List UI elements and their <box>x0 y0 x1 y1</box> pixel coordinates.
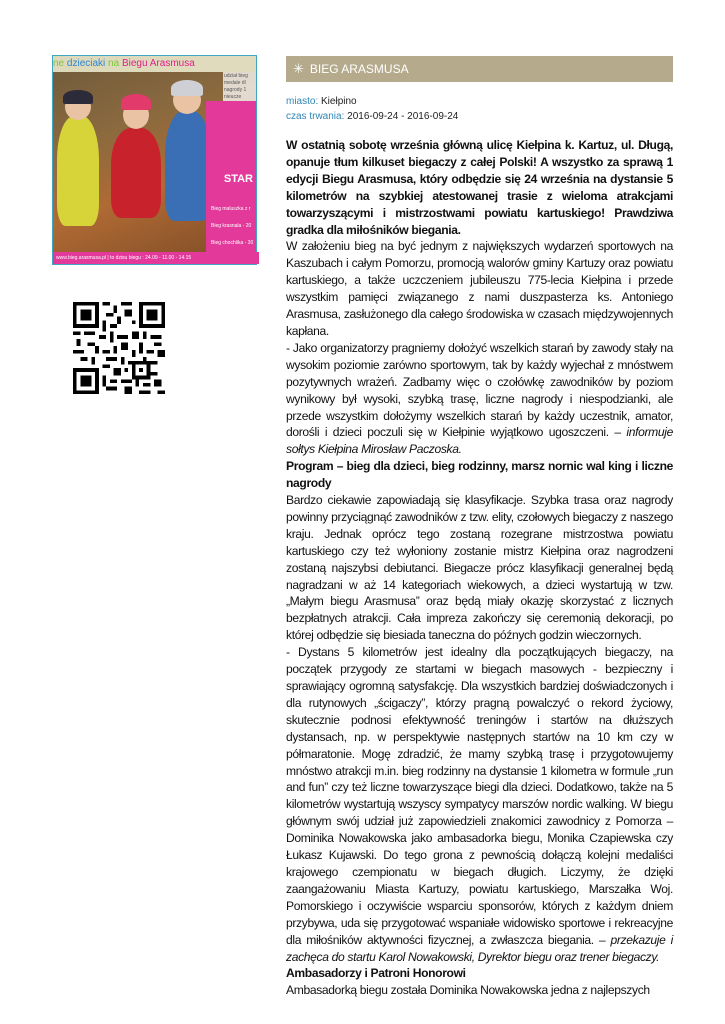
banner-word: na <box>108 58 120 69</box>
article-paragraph <box>286 644 673 965</box>
quote-separator: – <box>593 932 611 947</box>
photo-banner <box>53 56 256 72</box>
paragraph-text: - Jako organizatorzy pragniemy dołożyć wszelkich starań by zawody stały na wysokim poziomie zarówno sportowym, tak by każdy wyjechał z mnóstwem pozytywnych wrażeń. Zadbamy więc o czołówkę zawodników by poziom wynikowy był wysoki, szybką trasę, liczne nagrody i niespodzianki, ale przede wszystkim dołożymy wszelkich starań by każdy uczestnik, amator, dorośli i dzieci poczuli się w Kiełpinie wyjątkowo ugoszczeni. <box>286 340 673 440</box>
article-paragraph: W założeniu bieg na być jednym z największych wydarzeń sportowych na Kaszubach i całym Pomorzu, promocją walorów gminy Kartuzy oraz powiatu kartuskiego, a także uczczeniem jubileuszu 775-lecia Kiełpina i przede wszystkim pamięci związanego z nami duszpasterza ks. Antoniego Arasmusa, zasłużonego dla całego środowiska w czasach międzywojennych kapłana. <box>286 239 673 338</box>
article-paragraph: Bardzo ciekawie zapowiadają się klasyfikacje. Szybka trasa oraz nagrody powinny przyciągnąć zawodników z tzw. elity, czołowych biegaczy z naszego kraju. Jednak oprócz tego zostaną rozegrane mistrzostwa powiatu kartuskiego czy też wyłoniony zostanie mistrz Kiełpina oraz nagrodzeni zostaną najszybsi debiutanci. Biegacze prócz klasyfikacji generalnej będą nagradzani w aż 14 kategoriach wiekowych, a dzieci wystartują w tzw. „Małym biegu Arasmusa” oraz będą miały okazję skorzystać z licznych bezpłatnych atrakcji. Cała impreza zakończy się ceremonią dekoracji, po której odbędzie się biesiada taneczna do późnych godzin wieczornych. <box>286 493 673 643</box>
meta-city-label: miasto: <box>286 96 319 107</box>
child-hat <box>121 94 151 110</box>
info-line: nieucze <box>224 94 242 100</box>
run-item: Bieg juniora - 1 <box>211 291 245 297</box>
photo-footer: www.bieg.arasmusa.pl | to dzisu biegu : 24.09 - 11.00 - 14.15 <box>53 252 259 264</box>
run-item: Bieg orwisa - 900 <box>211 274 250 280</box>
meta-duration-value: 2016-09-24 - 2016-09-24 <box>347 111 459 122</box>
star-icon: ✳ <box>293 61 304 76</box>
quote-separator: – <box>608 425 627 440</box>
child-figure <box>57 116 99 226</box>
child-hat <box>171 80 203 96</box>
quote-attribution: przekazuje i zachęca do startu Karol Nowakowski, Dyrektor biegu oraz trener biegaczy. <box>286 932 673 964</box>
article-subheading: Program – bieg dla dzieci, bieg rodzinny, marsz nornic wal king i liczne nagrody <box>286 459 673 491</box>
child-figure <box>111 128 161 218</box>
meta-city <box>286 95 357 108</box>
child-figure <box>165 111 211 221</box>
info-line: medale dl <box>224 80 246 86</box>
qr-code-icon <box>73 302 165 394</box>
article-lead: W ostatnią sobotę września główną ulicę Kiełpina k. Kartuz, ul. Długą, opanuje tłum kilkuset biegaczy z całej Polski! A wszystko za sprawą 1 edycji Biegu Arasmusa, który odbędzie się 24 września na dystansie 5 kilometrów na szybkiej atestowanej trasie z wieloma atrakcjami towarzyszącymi i mistrzostwami powiatu kartuskiego! Prawdziwa gradka dla miłośników biegania. <box>286 138 673 237</box>
article-subheading: Ambasadorzy i Patroni Honorowi <box>286 966 466 981</box>
banner-word: dzieciaki <box>66 58 106 69</box>
child-hat <box>63 90 93 104</box>
event-title: BIEG ARASMUSA <box>309 62 409 76</box>
event-title-bar <box>286 56 673 82</box>
run-item: Bieg chochlika - 30 <box>211 240 254 246</box>
run-item: Bieg maluszka z r <box>211 206 251 212</box>
meta-city-value: Kiełpino <box>321 96 357 107</box>
article-paragraph <box>286 340 673 458</box>
quote-attribution: informuje sołtys Kiełpina Mirosław Paczoska. <box>286 425 673 457</box>
photo-start-label: STAR <box>223 173 253 185</box>
banner-word: ne <box>53 58 65 69</box>
info-line: nagrody 1 <box>224 87 247 93</box>
run-item: Bieg krasnala - 20 <box>211 223 252 229</box>
info-line: udział bieg <box>224 73 248 79</box>
event-photo <box>52 55 257 297</box>
meta-duration <box>286 110 458 123</box>
paragraph-text: - Dystans 5 kilometrów jest idealny dla początkujących biegaczy, na początek przygody ze startami w biegach masowych - bezpieczny i sprawiający ogromną satysfakcję. Dla wszystkich bardziej doświadczonych i dla rutynowych „ścigaczy”, którzy pragną powalczyć o rekord życiowy, skutecznie podnosi efektywność treningów i startów na dłuższych dystansach, np. w perspektywie następnych startów na 10 km czy w półmaratonie. Mogę zdradzić, że mamy szybką trasę i przygotowujemy mnóstwo atrakcji m.in. bieg rodzinny na dystansie 1 kilometra w formule „run and fun” czy też liczne towarzyszące biegi dla dzieci. Dodatkowo, także na 5 kilometrów wystartują wszyscy sympatycy marszów nordic walking. W biegu głównym swój udział już zapowiedzieli znakomici zawodnicy z Pomorza – Dominika Nowakowska jako ambasadorka biegu, Monika Czapiewska czy Łukasz Kujawski. Do tego grona z pewnością dołączą kolejni medaliści krajowego czempionatu w biegach długich. Liczymy, że dzięki zaangażowaniu Miasta Kartuzy, powiatu kartuskiego, Marszałka Woj. Pomorskiego i oczywiście wsparciu sponsorów, których z każdym dniem przybywa, uda się przygotować wspaniałe widowisko sportowe i rekreacyjne dla miłośników aktywności fizycznej, a zwłaszcza biegania. <box>286 645 673 947</box>
article-body <box>286 137 673 999</box>
meta-duration-label: czas trwania: <box>286 111 345 122</box>
banner-word: Biegu Arasmusa <box>121 58 195 69</box>
article-paragraph: Ambasadorką biegu została Dominika Nowakowska jedna z najlepszych <box>286 983 650 998</box>
